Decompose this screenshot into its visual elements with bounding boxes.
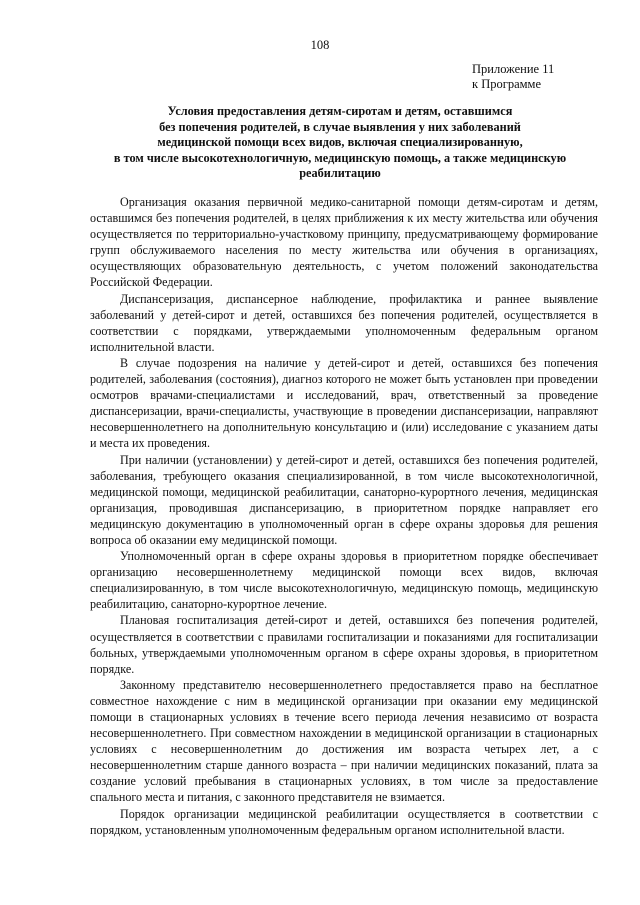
title-line: Условия предоставления детям-сиротам и детям, оставшимся <box>167 104 513 118</box>
paragraph: В случае подозрения на наличие у детей-сирот и детей, оставшихся без попечения родителей, заболевания (состояния), диагноз которого не может быть установлен при проведении осмотров врачами-специалистами и исследований, врач, ответственный за проведение диспансеризации, врачи-специалисты, участвующие в проведении диспансеризации, направляют несовершеннолетнего на дополнительную консультацию и (или) исследование с указанием даты и места их проведения. <box>90 355 598 451</box>
page-number: 108 <box>310 38 330 52</box>
document-body <box>90 194 598 838</box>
paragraph: Уполномоченный орган в сфере охраны здоровья в приоритетном порядке обеспечивает организацию несовершеннолетнему медицинской помощи всех видов, включая специализированную, в том числе высокотехнологичную, медицинскую помощь, медицинскую реабилитацию, санаторно-курортное лечение. <box>90 549 598 612</box>
paragraph: Порядок организации медицинской реабилитации осуществляется в соответствии с порядком, установленным уполномоченным федеральным органом исполнительной власти. <box>90 806 598 837</box>
title-line: без попечения родителей, в случае выявления у них заболеваний <box>159 119 521 134</box>
title-line: в том числе высокотехнологичную, медицинскую помощь, а также медицинскую <box>113 150 567 165</box>
paragraph: Плановая госпитализация детей-сирот и детей, оставшихся без попечения родителей, осуществляется в соответствии с правилами госпитализации и показаниями для госпитализации больных, утверждаемыми уполномоченным органом в сфере охраны здоровья, в приоритетном порядке. <box>90 613 598 676</box>
paragraph: Диспансеризация, диспансерное наблюдение, профилактика и раннее выявление заболеваний у детей-сирот и детей, оставшихся без попечения родителей, осуществляется в соответствии с порядками, утверждаемыми уполномоченным федеральным органом исполнительной власти. <box>90 291 598 354</box>
document-title <box>80 104 600 182</box>
paragraph: При наличии (установлении) у детей-сирот и детей, оставшихся без попечения родителей, заболевания, требующего оказания специализированной, в том числе высокотехнологичной, медицинской помощи, медицинской реабилитации, санаторно-курортного лечения, медицинская организация, проводившая диспансеризацию, в приоритетном порядке направляет его медицинскую документацию в уполномоченный орган в сфере охраны здоровья для решения вопроса об оказании ему медицинской помощи. <box>90 452 598 547</box>
title-line: реабилитацию <box>299 166 381 181</box>
appendix-label <box>472 62 602 92</box>
title-line: медицинской помощи всех видов, включая специализированную, <box>157 135 523 150</box>
appendix-line: к Программе <box>472 77 542 91</box>
paragraph: Организация оказания первичной медико-санитарной помощи детям-сиротам и детям, оставшимся без попечения родителей, в целях приближения к их месту жительства или обучения осуществляется по территориально-участковому принципу, предусматривающему формирование групп обслуживаемого населения по месту жительства или обучения в организациях, осуществляющих образовательную деятельность, с учетом положений законодательства Российской Федерации. <box>90 195 598 290</box>
appendix-line: Приложение 11 <box>472 62 555 76</box>
paragraph: Законному представителю несовершеннолетнего предоставляется право на бесплатное совместное нахождение с ним в медицинской организации при оказании ему медицинской помощи в стационарных условиях в течение всего периода лечения независимо от возраста несовершеннолетнего. При совместном нахождении в медицинской организации в стационарных условиях с несовершеннолетним до достижения им возраста четырех лет, а с несовершеннолетним старше данного возраста – при наличии медицинских показаний, плата за создание условий пребывания в стационарных условиях, в том числе за предоставление спального места и питания, с законного представителя не взимается. <box>90 677 598 805</box>
